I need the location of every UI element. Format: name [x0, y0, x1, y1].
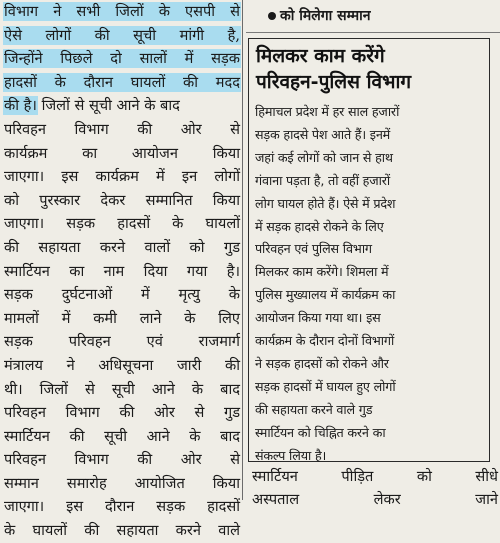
article-line: सड़क परिवहन एवं राजमार्ग — [4, 333, 240, 351]
body-line: आयोजन किया गया था। इस — [255, 310, 381, 326]
body-line: जहां कई लोगों को जान से हाथ — [255, 149, 393, 165]
headline-line: मिलकर काम करेंगे — [256, 45, 385, 67]
body-line: स्मार्टियन को चिह्नित करने का — [255, 424, 386, 440]
headline-line: परिवहन-पुलिस विभाग — [256, 71, 412, 93]
body-line: ने सड़क हादसों को रोकने और — [255, 355, 389, 371]
article-line: परिवहन विभाग की ओर से — [4, 120, 240, 138]
boxed-sidebar-story — [248, 38, 490, 462]
article-line: को पुरस्कार देकर सम्मानित किया — [4, 191, 240, 209]
article-line: अस्पताल लेकर जाने — [252, 491, 498, 508]
article-line: जिलों से सूची आने के बाद — [41, 97, 180, 115]
article-line: सम्मान समारोह आयोजित किया — [4, 474, 240, 492]
article-line: स्मार्टियन पीड़ित को सीधे — [252, 468, 498, 485]
body-line: लोग घायल होते हैं। ऐसे में प्रदेश — [255, 195, 396, 211]
body-line: कार्यक्रम के दौरान दोनों विभागों — [255, 333, 395, 349]
article-line: स्मार्टियन का नाम दिया गया है। — [4, 262, 240, 280]
highlighted-line: हादसों के दौरान घायलों की मदद — [4, 73, 240, 91]
article-line: परिवहन विभाग की ओर से गुड — [4, 404, 240, 422]
left-article-column — [4, 0, 240, 540]
body-line: हिमाचल प्रदेश में हर साल हजारों — [255, 104, 400, 119]
sidebar-body — [255, 101, 485, 468]
body-line: में सड़क हादसे रोकने के लिए — [255, 218, 384, 234]
highlighted-line: विभाग ने सभी जिलों के एसपी से — [4, 3, 240, 20]
body-line: सड़क हादसों में घायल हुए लोगों — [255, 378, 396, 394]
previous-headline-snippet — [268, 6, 371, 25]
article-line: कार्यक्रम का आयोजन किया — [4, 144, 240, 162]
article-line: जाएगा। सड़क हादसों के घायलों — [4, 215, 240, 233]
body-line: मिलकर काम करेंगे। शिमला में — [255, 264, 389, 280]
body-line: गंवाना पड़ता है, तो वहीं हजारों — [255, 172, 390, 188]
snippet-text: को मिलेगा सम्मान — [280, 8, 371, 24]
body-line: परिवहन एवं पुलिस विभाग — [255, 241, 372, 257]
body-line: पुलिस मुख्यालय में कार्यक्रम का — [255, 287, 396, 303]
highlighted-passage — [4, 0, 240, 543]
article-line: के घायलों की सहायता करने वाले — [4, 522, 240, 540]
column-divider — [242, 0, 243, 500]
highlighted-line: जिन्होंने पिछले दो सालों में सड़क — [4, 50, 240, 68]
continued-article-text — [252, 465, 498, 511]
article-line: थी। जिलों से सूची आने के बाद — [4, 380, 240, 398]
sidebar-headline — [256, 43, 486, 95]
article-line: स्मार्टियन की सूची आने के बाद — [4, 427, 240, 445]
article-line: मंत्रालय ने अधिसूचना जारी की — [4, 356, 240, 374]
article-line: मामलों में कमी लाने के लिए — [4, 309, 240, 327]
article-line: जाएगा। इस दौरान सड़क हादसों — [4, 498, 240, 516]
article-line: परिवहन विभाग की ओर से — [4, 451, 240, 469]
article-line: सड़क दुर्घटनाओं में मृत्यु के — [4, 286, 240, 304]
body-line: की सहायता करने वाले गुड — [255, 401, 373, 417]
bullet-icon — [268, 12, 276, 20]
body-line: सड़क हादसे पेश आते हैं। इनमें — [255, 126, 391, 142]
body-line: संकल्प लिया है। — [255, 447, 327, 463]
highlighted-line: ऐसे लोगों की सूची मांगी है, — [4, 26, 240, 44]
highlighted-line: की है। — [4, 97, 37, 115]
article-line: जाएगा। इस कार्यक्रम में इन लोगों — [4, 168, 240, 186]
section-rule — [246, 32, 500, 33]
article-line: की सहायता करने वालों को गुड — [4, 238, 240, 256]
